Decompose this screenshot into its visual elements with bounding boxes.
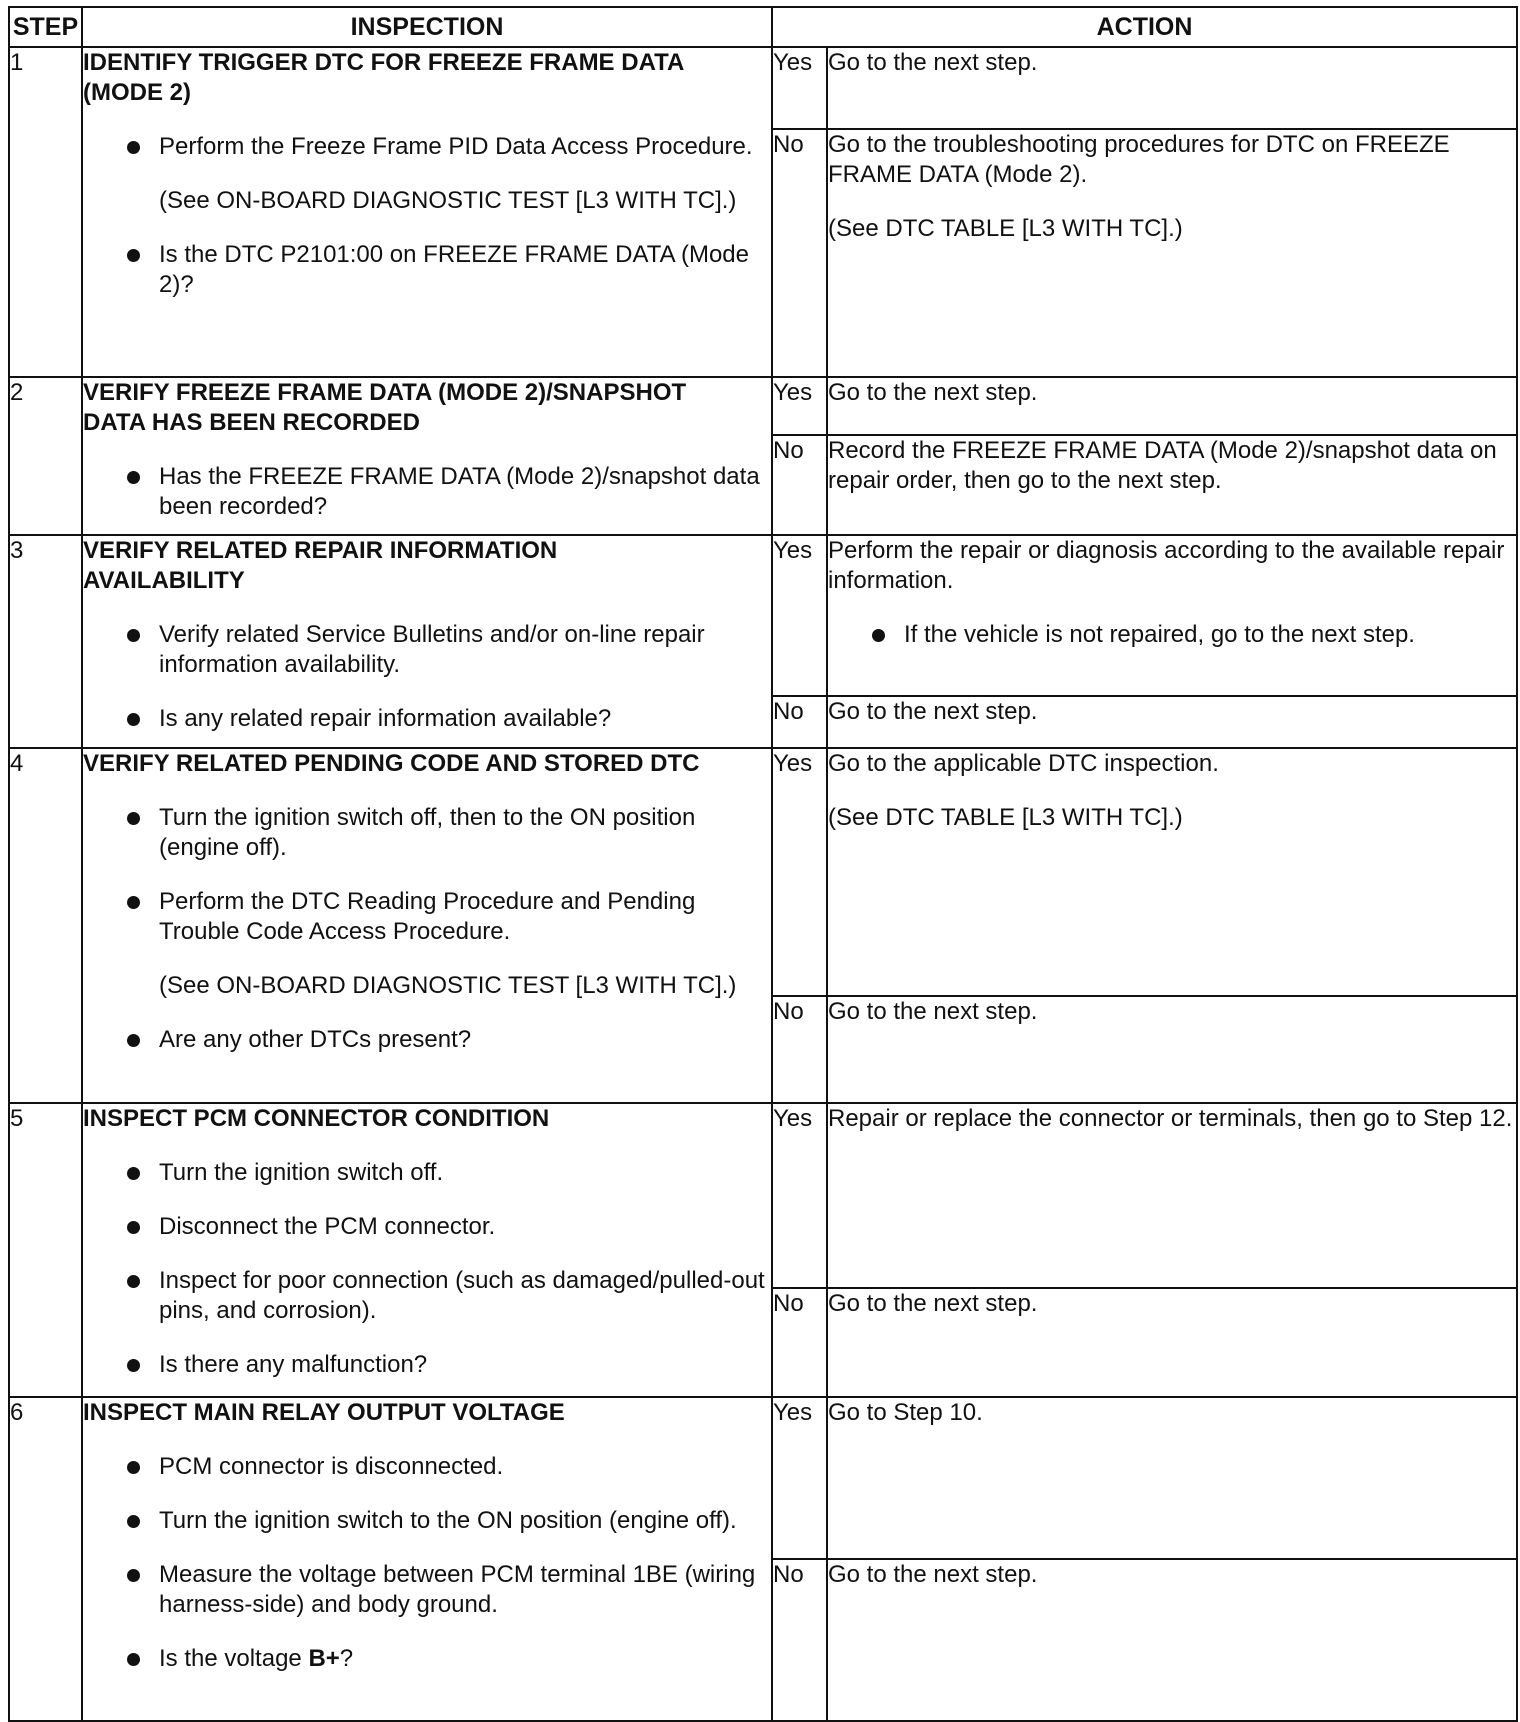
step-title: VERIFY FREEZE FRAME DATA (MODE 2)/SNAPSHOT DATA HAS BEEN RECORDED bbox=[83, 379, 687, 436]
yes-action: Repair or replace the connector or terminals, then go to Step 12. bbox=[827, 1103, 1517, 1288]
list-item: Is the DTC P2101:00 on FREEZE FRAME DATA (Mode 2)? bbox=[83, 240, 771, 300]
bullet-icon bbox=[127, 141, 140, 154]
no-label: No bbox=[772, 1288, 827, 1397]
bullet-icon bbox=[127, 896, 140, 909]
step-title: INSPECT PCM CONNECTOR CONDITION bbox=[83, 1105, 550, 1132]
bullet-icon bbox=[127, 812, 140, 825]
no-action: Go to the next step. bbox=[827, 1288, 1517, 1397]
list-item: Has the FREEZE FRAME DATA (Mode 2)/snapshot data been recorded? bbox=[83, 462, 771, 522]
table-row bbox=[9, 535, 1517, 696]
yes-label: Yes bbox=[772, 47, 827, 129]
header-step: STEP bbox=[9, 7, 82, 47]
note: (See ON-BOARD DIAGNOSTIC TEST [L3 WITH TC].) bbox=[159, 187, 737, 214]
yes-action: Go to the applicable DTC inspection. (See DTC TABLE [L3 WITH TC].) bbox=[827, 748, 1517, 996]
yes-label: Yes bbox=[772, 377, 827, 435]
list-item: Turn the ignition switch off, then to the ON position (engine off). bbox=[83, 803, 771, 863]
inspection-cell bbox=[82, 377, 772, 535]
inspection-cell bbox=[82, 1103, 772, 1397]
no-action: Go to the next step. bbox=[827, 1559, 1517, 1721]
bullet-icon bbox=[127, 713, 140, 726]
inspection-cell bbox=[82, 535, 772, 748]
inspection-cell bbox=[82, 748, 772, 1103]
no-action: Record the FREEZE FRAME DATA (Mode 2)/snapshot data on repair order, then go to the next step. bbox=[827, 435, 1517, 535]
step-title: INSPECT MAIN RELAY OUTPUT VOLTAGE bbox=[83, 1399, 565, 1426]
bullet-icon bbox=[127, 249, 140, 262]
table-row bbox=[9, 377, 1517, 435]
list-item: Inspect for poor connection (such as damaged/pulled-out pins, and corrosion). bbox=[83, 1266, 771, 1326]
no-action: Go to the next step. bbox=[827, 696, 1517, 748]
step-number: 1 bbox=[9, 47, 82, 377]
list-item: Is there any malfunction? bbox=[83, 1350, 771, 1380]
list-item: Disconnect the PCM connector. bbox=[83, 1212, 771, 1242]
no-label: No bbox=[772, 1559, 827, 1721]
bullet-icon bbox=[127, 629, 140, 642]
list-item: Perform the DTC Reading Procedure and Pending Trouble Code Access Procedure. bbox=[83, 887, 771, 947]
list-item: Is any related repair information available? bbox=[83, 704, 771, 734]
yes-label: Yes bbox=[772, 1397, 827, 1559]
step-title: IDENTIFY TRIGGER DTC FOR FREEZE FRAME DATA (MODE 2) bbox=[83, 49, 685, 106]
list-item: Are any other DTCs present? bbox=[83, 1025, 771, 1055]
bullet-icon bbox=[127, 1653, 140, 1666]
step-number: 4 bbox=[9, 748, 82, 1103]
no-label: No bbox=[772, 129, 827, 377]
list-item: Perform the Freeze Frame PID Data Access Procedure. bbox=[83, 132, 771, 162]
bullet-icon bbox=[127, 1167, 140, 1180]
no-action: Go to the next step. bbox=[827, 996, 1517, 1103]
list-item: Verify related Service Bulletins and/or on-line repair information availability. bbox=[83, 620, 771, 680]
list-item: Turn the ignition switch to the ON position (engine off). bbox=[83, 1506, 771, 1536]
list-item: If the vehicle is not repaired, go to the next step. bbox=[828, 620, 1516, 650]
no-label: No bbox=[772, 996, 827, 1103]
bullet-icon bbox=[127, 1221, 140, 1234]
bullet-icon bbox=[872, 629, 885, 642]
list-item: PCM connector is disconnected. bbox=[83, 1452, 771, 1482]
yes-label: Yes bbox=[772, 1103, 827, 1288]
yes-label: Yes bbox=[772, 535, 827, 696]
header-action: ACTION bbox=[772, 7, 1517, 47]
bullet-icon bbox=[127, 1461, 140, 1474]
list-item: Is the voltage B+? bbox=[83, 1644, 771, 1674]
bullet-icon bbox=[127, 1569, 140, 1582]
no-action: Go to the troubleshooting procedures for DTC on FREEZE FRAME DATA (Mode 2). (See DTC TABLE [L3 WITH TC].) bbox=[827, 129, 1517, 377]
bullet-icon bbox=[127, 1275, 140, 1288]
header-row bbox=[9, 7, 1517, 47]
bullet-icon bbox=[127, 1359, 140, 1372]
table-row bbox=[9, 1397, 1517, 1559]
inspection-cell bbox=[82, 47, 772, 377]
diagnostic-table bbox=[8, 6, 1518, 1722]
no-label: No bbox=[772, 696, 827, 748]
step-title: VERIFY RELATED REPAIR INFORMATION AVAILABILITY bbox=[83, 537, 558, 594]
bullet-icon bbox=[127, 1034, 140, 1047]
table-row bbox=[9, 47, 1517, 129]
step-title: VERIFY RELATED PENDING CODE AND STORED DTC bbox=[83, 750, 700, 777]
table-row bbox=[9, 1103, 1517, 1288]
header-inspection: INSPECTION bbox=[82, 7, 772, 47]
step-number: 5 bbox=[9, 1103, 82, 1397]
step-number: 2 bbox=[9, 377, 82, 535]
yes-action: Perform the repair or diagnosis according to the available repair information. If the vehicle is not repaired, go to the next step. bbox=[827, 535, 1517, 696]
yes-action: Go to the next step. bbox=[827, 377, 1517, 435]
step-number: 3 bbox=[9, 535, 82, 748]
bullet-icon bbox=[127, 471, 140, 484]
step-number: 6 bbox=[9, 1397, 82, 1721]
list-item: Measure the voltage between PCM terminal 1BE (wiring harness-side) and body ground. bbox=[83, 1560, 771, 1620]
list-item: Turn the ignition switch off. bbox=[83, 1158, 771, 1188]
inspection-cell bbox=[82, 1397, 772, 1721]
table-row bbox=[9, 748, 1517, 996]
yes-action: Go to the next step. bbox=[827, 47, 1517, 129]
yes-label: Yes bbox=[772, 748, 827, 996]
bullet-icon bbox=[127, 1515, 140, 1528]
yes-action: Go to Step 10. bbox=[827, 1397, 1517, 1559]
no-label: No bbox=[772, 435, 827, 535]
note: (See ON-BOARD DIAGNOSTIC TEST [L3 WITH TC].) bbox=[159, 972, 737, 999]
